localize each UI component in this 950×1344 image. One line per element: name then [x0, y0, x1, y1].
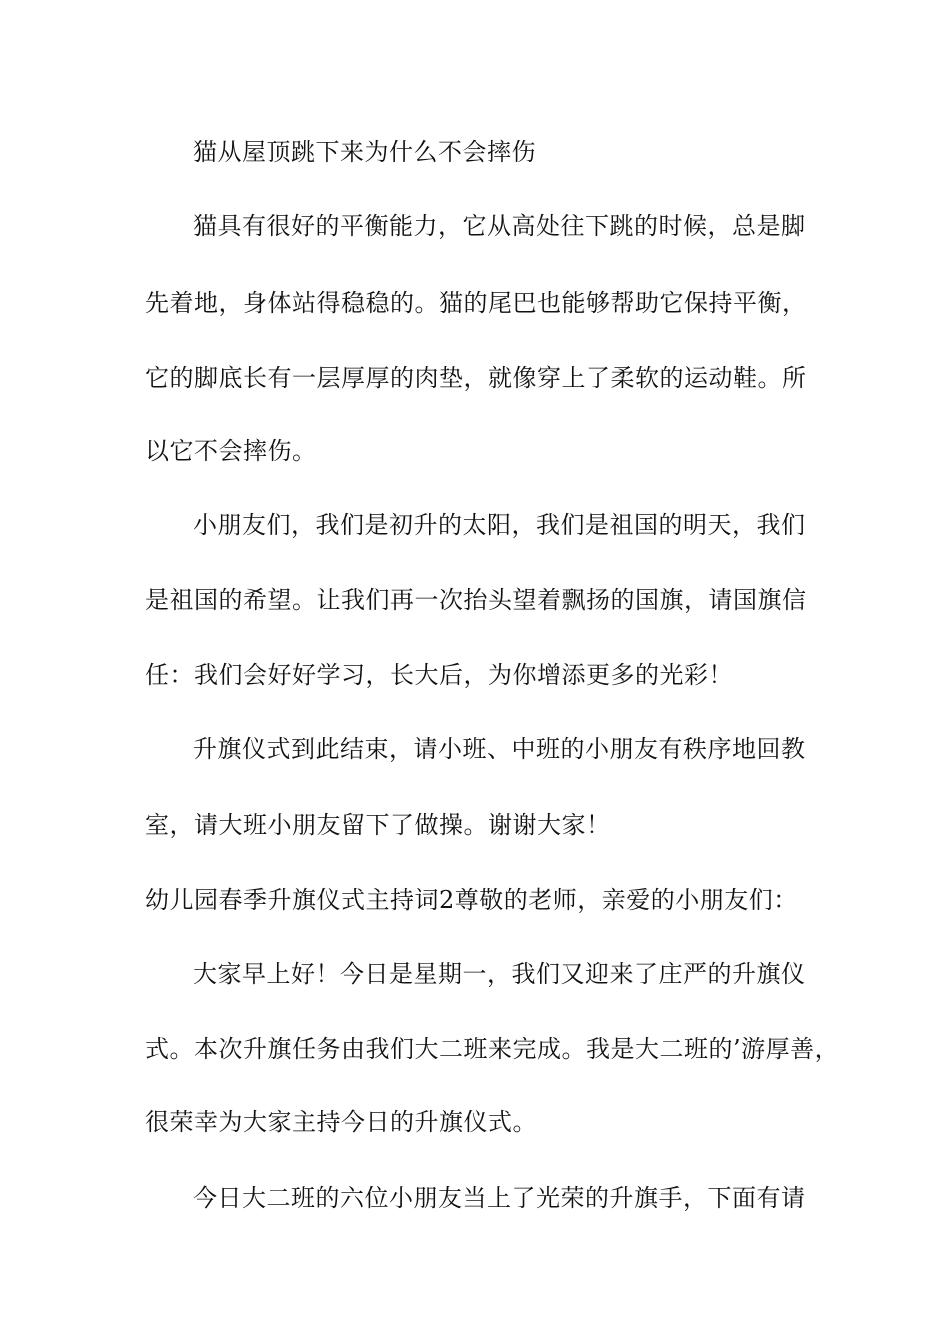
paragraph-line: 先着地，身体站得稳稳的。猫的尾巴也能够帮助它保持平衡，	[145, 289, 807, 317]
paragraph-line: 很荣幸为大家主持今日的升旗仪式。	[145, 1108, 537, 1136]
section-heading-line: 幼儿园春季升旗仪式主持词2尊敬的老师，亲爱的小朋友们：	[145, 886, 798, 914]
paragraph-line: 升旗仪式到此结束，请小班、中班的小朋友有秩序地回教	[193, 735, 806, 763]
paragraph-line: 它的脚底长有一层厚厚的肉垫，就像穿上了柔软的运动鞋。所	[145, 364, 807, 392]
paragraph-line: 以它不会摔伤。	[145, 437, 317, 465]
paragraph-title-line: 猫从屋顶跳下来为什么不会摔伤	[193, 138, 536, 166]
paragraph-line: 是祖国的希望。让我们再一次抬头望着飘扬的国旗，请国旗信	[145, 586, 807, 614]
paragraph-line: 式。本次升旗任务由我们大二班来完成。我是大二班的’游厚善，	[145, 1035, 840, 1063]
paragraph-line: 猫具有很好的平衡能力，它从高处往下跳的时候，总是脚	[193, 212, 806, 240]
paragraph-line: 任：我们会好好学习，长大后，为你增添更多的光彩！	[145, 661, 733, 689]
paragraph-line: 大家早上好！今日是星期一，我们又迎来了庄严的升旗仪	[193, 960, 806, 988]
paragraph-line: 今日大二班的六位小朋友当上了光荣的升旗手，下面有请	[193, 1184, 806, 1212]
paragraph-line: 室，请大班小朋友留下了做操。谢谢大家！	[145, 811, 611, 839]
paragraph-line: 小朋友们，我们是初升的太阳，我们是祖国的明天，我们	[193, 511, 806, 539]
